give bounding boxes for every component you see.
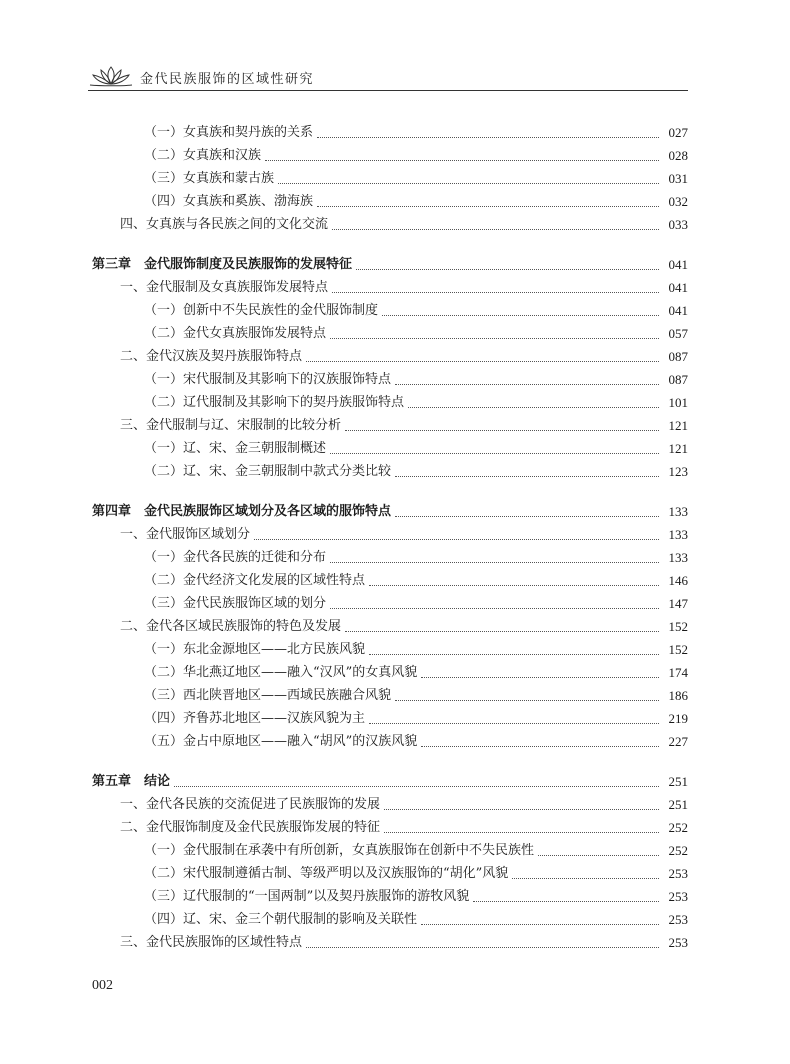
entry-page: 253 — [668, 866, 688, 881]
entry-label: 一、金代各民族的交流促进了民族服饰的发展 — [120, 797, 381, 812]
entry-page: 057 — [668, 326, 688, 341]
dot-leader — [395, 700, 659, 701]
dot-leader — [421, 746, 659, 747]
entry-page: 174 — [668, 665, 688, 680]
dot-leader — [254, 539, 659, 540]
entry-label: （二）华北燕辽地区——融入“汉风”的女真风貌 — [144, 665, 418, 680]
dot-leader — [306, 361, 659, 362]
chapter-heading — [92, 767, 688, 790]
dot-leader — [395, 516, 659, 517]
entry-label: 三、金代服制与辽、宋服制的比较分析 — [120, 418, 342, 433]
entry-label: （一）金代服制在承袭中有所创新，女真族服饰在创新中不失民族性 — [144, 843, 535, 858]
toc-entry — [92, 118, 688, 141]
toc-entry — [92, 342, 688, 365]
entry-label: （二）女真族和汉族 — [144, 148, 262, 163]
toc-entry — [92, 566, 688, 589]
toc-entry — [92, 859, 688, 882]
dot-leader — [265, 160, 659, 161]
toc-entry — [92, 681, 688, 704]
entry-label: 二、金代汉族及契丹族服饰特点 — [120, 349, 303, 364]
dot-leader — [384, 809, 659, 810]
toc-entry — [92, 882, 688, 905]
entry-label: （三）金代民族服饰区域的划分 — [144, 596, 327, 611]
entry-label: （二）宋代服制遵循古制、等级严明以及汉族服饰的“胡化”风貌 — [144, 866, 509, 881]
toc-entry — [92, 928, 688, 951]
entry-page: 133 — [668, 504, 688, 519]
toc-entry — [92, 296, 688, 319]
entry-page: 028 — [668, 148, 688, 163]
toc-entry — [92, 210, 688, 233]
chapter-label: 第四章 金代民族服饰区域划分及各区域的服饰特点 — [92, 504, 392, 519]
dot-leader — [317, 137, 659, 138]
entry-page: 041 — [668, 257, 688, 272]
toc-entry — [92, 520, 688, 543]
toc-entry — [92, 612, 688, 635]
dot-leader — [332, 292, 659, 293]
dot-leader — [421, 924, 659, 925]
entry-label: （三）辽代服制的“一国两制”以及契丹族服饰的游牧风貌 — [144, 889, 470, 904]
dot-leader — [473, 901, 659, 902]
entry-label: （一）宋代服制及其影响下的汉族服饰特点 — [144, 372, 392, 387]
entry-page: 147 — [668, 596, 688, 611]
entry-label: （二）辽代服制及其影响下的契丹族服饰特点 — [144, 395, 405, 410]
dot-leader — [356, 269, 659, 270]
entry-page: 251 — [668, 774, 688, 789]
toc-entry — [92, 273, 688, 296]
toc-entry — [92, 905, 688, 928]
entry-label: 一、金代服制及女真族服饰发展特点 — [120, 280, 329, 295]
entry-page: 041 — [668, 280, 688, 295]
dot-leader — [512, 878, 659, 879]
dot-leader — [538, 855, 659, 856]
entry-label: 二、金代各区域民族服饰的特色及发展 — [120, 619, 342, 634]
book-title: 金代民族服饰的区域性研究 — [140, 72, 315, 87]
entry-page: 146 — [668, 573, 688, 588]
toc-entry — [92, 589, 688, 612]
entry-page: 121 — [668, 418, 688, 433]
dot-leader — [384, 832, 659, 833]
dot-leader — [369, 654, 659, 655]
page-number: 002 — [92, 978, 113, 993]
header-rule — [88, 90, 688, 91]
toc-entry — [92, 164, 688, 187]
entry-label: （三）女真族和蒙古族 — [144, 171, 275, 186]
entry-page: 152 — [668, 642, 688, 657]
toc-entry — [92, 434, 688, 457]
entry-label: （一）东北金源地区——北方民族风貌 — [144, 642, 366, 657]
entry-label: （二）金代经济文化发展的区域性特点 — [144, 573, 366, 588]
toc-entry — [92, 141, 688, 164]
dot-leader — [174, 786, 659, 787]
dot-leader — [330, 608, 659, 609]
entry-label: 四、女真族与各民族之间的文化交流 — [120, 217, 329, 232]
entry-page: 251 — [668, 797, 688, 812]
toc-entry — [92, 658, 688, 681]
dot-leader — [395, 384, 659, 385]
entry-page: 121 — [668, 441, 688, 456]
entry-page: 027 — [668, 125, 688, 140]
entry-label: （四）辽、宋、金三个朝代服制的影响及关联性 — [144, 912, 418, 927]
running-header — [88, 62, 688, 90]
chapter-label: 第三章 金代服饰制度及民族服饰的发展特征 — [92, 257, 353, 272]
entry-page: 123 — [668, 464, 688, 479]
entry-page: 031 — [668, 171, 688, 186]
toc-entry — [92, 457, 688, 480]
lotus-icon — [88, 64, 134, 88]
toc-entry — [92, 704, 688, 727]
dot-leader — [330, 338, 659, 339]
entry-page: 101 — [668, 395, 688, 410]
entry-label: （一）金代各民族的迁徙和分布 — [144, 550, 327, 565]
entry-page: 219 — [668, 711, 688, 726]
dot-leader — [278, 183, 659, 184]
entry-page: 087 — [668, 372, 688, 387]
toc-entry — [92, 388, 688, 411]
dot-leader — [369, 723, 659, 724]
entry-page: 253 — [668, 912, 688, 927]
dot-leader — [382, 315, 659, 316]
chapter-heading — [92, 250, 688, 273]
entry-page: 133 — [668, 550, 688, 565]
entry-label: （一）辽、宋、金三朝服制概述 — [144, 441, 327, 456]
toc-entry — [92, 813, 688, 836]
entry-page: 253 — [668, 935, 688, 950]
dot-leader — [408, 407, 659, 408]
toc-entry — [92, 365, 688, 388]
entry-label: （三）西北陕晋地区——西域民族融合风貌 — [144, 688, 392, 703]
dot-leader — [306, 947, 659, 948]
dot-leader — [345, 631, 659, 632]
dot-leader — [421, 677, 659, 678]
entry-label: 三、金代民族服饰的区域性特点 — [120, 935, 303, 950]
entry-page: 227 — [668, 734, 688, 749]
toc-entry — [92, 319, 688, 342]
chapter-label: 第五章 结论 — [92, 774, 171, 789]
toc-entry — [92, 727, 688, 750]
entry-label: 二、金代服饰制度及金代民族服饰发展的特征 — [120, 820, 381, 835]
dot-leader — [345, 430, 659, 431]
entry-page: 253 — [668, 889, 688, 904]
entry-label: （四）齐鲁苏北地区——汉族风貌为主 — [144, 711, 366, 726]
entry-label: （二）辽、宋、金三朝服制中款式分类比较 — [144, 464, 392, 479]
dot-leader — [330, 562, 659, 563]
table-of-contents — [92, 118, 688, 951]
entry-page: 041 — [668, 303, 688, 318]
dot-leader — [332, 229, 659, 230]
entry-label: （五）金占中原地区——融入“胡风”的汉族风貌 — [144, 734, 418, 749]
entry-page: 133 — [668, 527, 688, 542]
toc-entry — [92, 790, 688, 813]
toc-entry — [92, 187, 688, 210]
entry-label: （一）创新中不失民族性的金代服饰制度 — [144, 303, 379, 318]
toc-entry — [92, 635, 688, 658]
entry-label: 一、金代服饰区域划分 — [120, 527, 251, 542]
toc-entry — [92, 836, 688, 859]
entry-label: （一）女真族和契丹族的关系 — [144, 125, 314, 140]
entry-page: 252 — [668, 820, 688, 835]
entry-page: 186 — [668, 688, 688, 703]
dot-leader — [330, 453, 659, 454]
dot-leader — [317, 206, 659, 207]
entry-page: 033 — [668, 217, 688, 232]
entry-page: 152 — [668, 619, 688, 634]
toc-entry — [92, 411, 688, 434]
dot-leader — [369, 585, 659, 586]
dot-leader — [395, 476, 659, 477]
toc-entry — [92, 543, 688, 566]
chapter-heading — [92, 497, 688, 520]
entry-label: （四）女真族和奚族、渤海族 — [144, 194, 314, 209]
entry-label: （二）金代女真族服饰发展特点 — [144, 326, 327, 341]
entry-page: 087 — [668, 349, 688, 364]
entry-page: 032 — [668, 194, 688, 209]
entry-page: 252 — [668, 843, 688, 858]
